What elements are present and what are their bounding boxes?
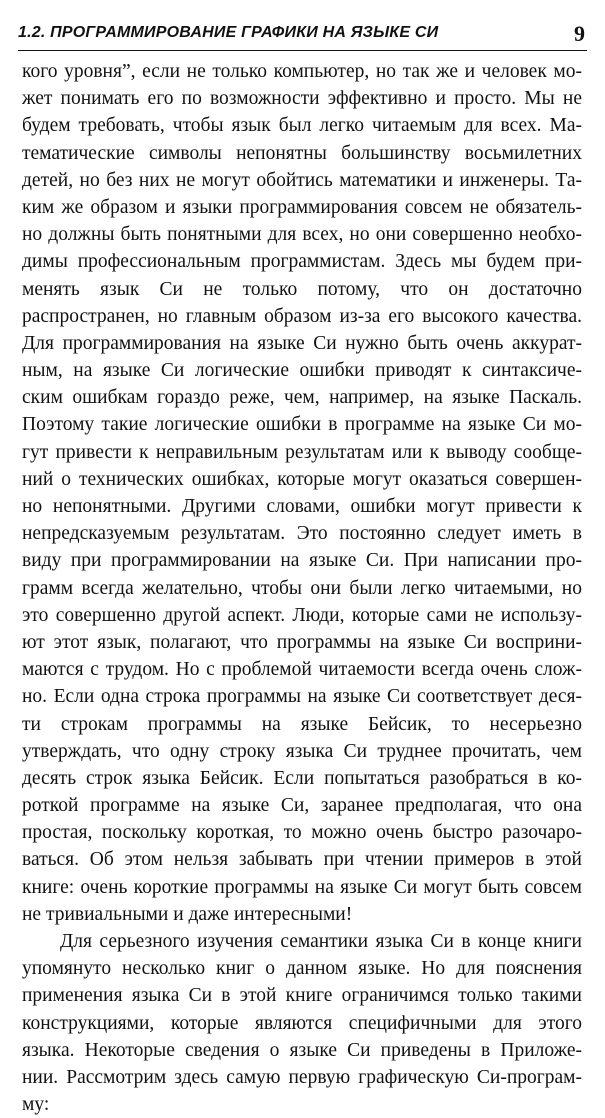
text-line: ний о технических ошибках, которые могут оказаться совершен- [22,468,582,490]
running-header [18,22,587,51]
paragraph-2 [22,928,582,1118]
text-line: но. Если одна строка программы на языке Си соответствует деся- [22,686,582,708]
text-line: кого уровня”, если не только компьютер, но так же и человек мо- [22,61,582,82]
text-line: но должны быть понятными для всех, но они совершенно необхо- [22,224,582,246]
text-line: жет понимать его по возможности эффективно и просто. Мы не [22,88,582,110]
text-line: конструкциями, которые являются специфичными для этого [22,1012,582,1034]
text-line: ким же образом и языки программирования совсем не обязатель- [22,196,582,218]
text-line: Поэтому такие логические ошибки в программе на языке Си мо- [22,414,582,436]
text-line: будем требовать, чтобы язык был легко читаемым для всех. Ма- [22,115,582,137]
text-line: распространен, но главным образом из-за его высокого качества. [22,305,582,327]
text-line: применения языка Си в этой книге ограничимся только такими [22,985,582,1007]
text-line: нии. Рассмотрим здесь самую первую графическую Си-програм- [22,1066,582,1088]
text-line: му: [22,1094,50,1116]
text-line: утверждать, что одну строку языка Си труднее прочитать, чем [22,740,582,762]
text-line: Для серьезного изучения семантики языка Си в конце книги [60,931,582,952]
text-line: виду при программировании на языке Си. При написании про- [22,550,582,572]
text-line: ным, на языке Си логические ошибки приводят к синтаксиче- [22,360,582,382]
text-line: ским ошибкам гораздо реже, чем, например, на языке Паскаль. [22,387,582,409]
text-line: роткой программе на языке Си, заранее предполагая, что она [22,795,582,817]
text-line: ваться. Об этом нельзя забывать при чтении примеров в этой [22,849,582,871]
text-line: ти строкам программы на языке Бейсик, то несерьезно [22,713,582,735]
text-line: книге: очень короткие программы на языке Си могут быть совсем [22,876,582,898]
text-line: ют этот язык, полагают, что программы на языке Си восприни- [22,631,582,653]
running-title: 1.2. ПРОГРАММИРОВАНИЕ ГРАФИКИ НА ЯЗЫКЕ СИ [18,24,439,41]
text-line: гут привести к неправильным результатам или к выводу сообще- [22,441,582,463]
text-line: грамм всегда желательно, чтобы они были легко читаемыми, но [22,577,582,599]
text-line: но непонятными. Другими словами, ошибки могут привести к [22,496,582,517]
text-line: тематические символы непонятны большинству восьмилетних [22,142,582,164]
page-number: 9 [574,21,585,46]
text-line: Для программирования на языке Си нужно быть очень аккурат- [22,332,582,354]
text-line: менять язык Си не только потому, что он достаточно [22,278,582,300]
text-line: непредсказуемым результатам. Это постоянно следует иметь в [22,523,582,545]
text-line: это совершенно другой аспект. Люди, которые сами не использу- [22,604,582,626]
text-line: простая, поскольку короткая, то можно очень быстро разочаро- [22,822,582,844]
text-line: детей, но без них не могут обойтись математики и инженеры. Та- [22,169,582,191]
text-line: десять строк языка Бейсик. Если попытаться разобраться в ко- [22,767,582,789]
text-line: маются с трудом. Но с проблемой читаемости всегда очень слож- [22,659,582,681]
text-line: не тривиальными и даже интересными! [22,903,353,925]
text-line: димы профессиональным программистам. Здесь мы будем при- [22,251,582,273]
text-line: языка. Некоторые сведения о языке Си приведены в Приложе- [22,1039,582,1061]
text-line: упомянуто несколько книг о данном языке. Но для пояснения [22,958,582,980]
paragraph-1 [22,58,582,928]
body-text [22,58,582,1118]
